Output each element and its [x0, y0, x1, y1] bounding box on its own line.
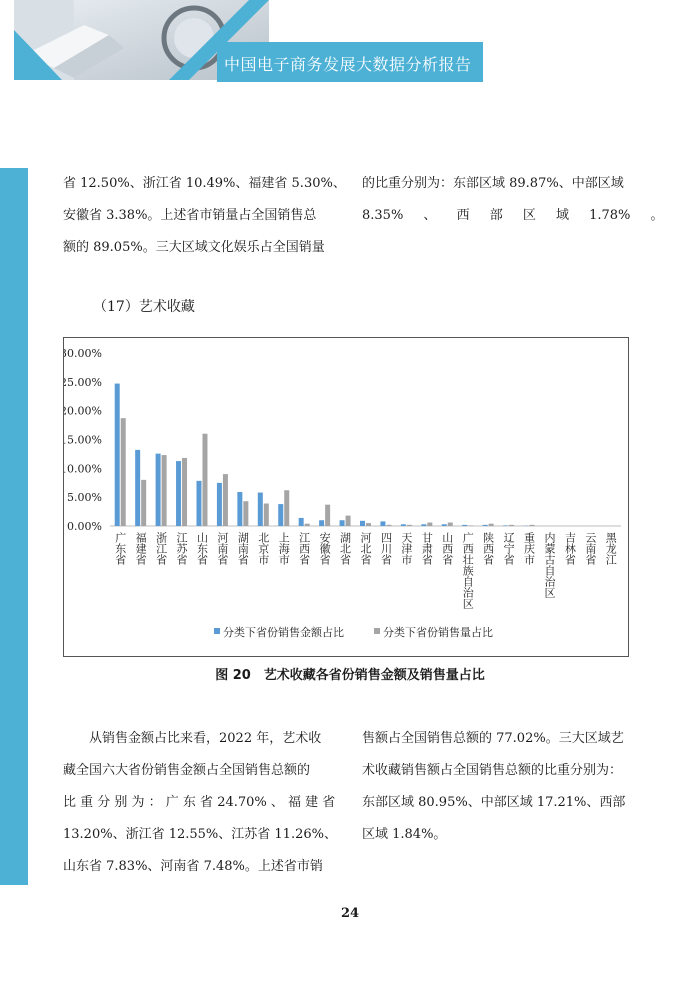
bar-sales-amount: [319, 520, 324, 526]
legend-swatch: [374, 628, 380, 634]
x-category-label: 江西省: [297, 532, 311, 565]
x-category-label: 山东省: [195, 532, 209, 565]
x-category-label: 吉林省: [563, 532, 577, 565]
bar-sales-volume: [243, 501, 248, 526]
text-line: 的比重分别为：东部区域 89.87%、中部区域: [362, 176, 624, 191]
header-title: 中国电子商务发展大数据分析报告: [224, 55, 472, 74]
bar-sales-volume: [305, 524, 310, 526]
bar-sales-amount: [340, 520, 345, 526]
section-title: （17）艺术收藏: [93, 299, 195, 315]
bar-sales-volume: [162, 455, 167, 526]
bar-sales-amount: [483, 525, 488, 526]
bar-sales-amount: [380, 521, 385, 526]
y-tick-label: 30.00%: [64, 347, 102, 360]
text-line: 13.20%、浙江省 12.55%、江苏省 11.26%、: [63, 827, 337, 842]
text-line: 从销售金额占比来看，2022 年，艺术收: [89, 731, 322, 746]
legend-label: 分类下省份销售金额占比: [223, 626, 344, 639]
bar-sales-amount: [115, 384, 120, 526]
bar-sales-amount: [176, 461, 181, 526]
text-line: 东部区域 80.95%、中部区域 17.21%、西部: [362, 795, 626, 810]
bar-sales-volume: [182, 458, 187, 526]
chart-container: [63, 337, 629, 657]
x-category-label: 四川省: [379, 532, 393, 565]
bar-sales-volume: [407, 525, 412, 526]
y-tick-label: 15.00%: [64, 433, 102, 447]
x-category-label: 浙江省: [154, 532, 168, 565]
y-tick-label: 25.00%: [64, 375, 102, 389]
top-left-paragraph: [63, 168, 346, 264]
x-category-label: 陕西省: [481, 532, 495, 565]
x-category-label: 云南省: [583, 532, 597, 565]
x-category-label: 山西省: [440, 532, 454, 565]
bar-sales-amount: [503, 525, 508, 526]
text-line: 省 12.50%、浙江省 10.49%、福建省 5.30%、: [63, 176, 346, 191]
bar-sales-volume: [264, 504, 269, 526]
bottom-left-paragraph: [63, 723, 335, 883]
bar-chart: [64, 338, 628, 656]
bar-sales-volume: [530, 525, 535, 526]
x-category-label: 河南省: [215, 532, 229, 565]
text-line: 安徽省 3.38%。上述省市销量占全国销售总: [63, 208, 317, 223]
x-category-label: 天津市: [399, 532, 413, 565]
bar-sales-volume: [386, 525, 391, 526]
bar-sales-amount: [278, 504, 283, 526]
x-category-label: 辽宁省: [502, 532, 516, 565]
x-category-label: 湖北省: [338, 532, 352, 565]
x-category-label: 湖南省: [236, 532, 250, 565]
bar-sales-amount: [217, 483, 222, 526]
top-right-paragraph: [362, 168, 664, 232]
text-line: 比 重 分 别 为 ： 广 东 省 24.70% 、 福 建 省: [63, 795, 336, 810]
x-category-label: 黑龙江: [604, 532, 618, 565]
text-line: 8.35% 、 西 部 区 域 1.78% 。: [362, 208, 664, 223]
bar-sales-volume: [346, 516, 351, 526]
y-tick-label: 0.00%: [67, 520, 102, 533]
legend-swatch: [214, 628, 220, 634]
side-accent-bar: [0, 168, 28, 885]
x-category-label: 重庆市: [522, 532, 536, 565]
y-tick-label: 5.00%: [67, 491, 102, 505]
text-line: 售额占全国销售总额的 77.02%。三大区域艺: [362, 731, 624, 746]
bar-sales-amount: [421, 524, 426, 526]
text-line: 术收藏销售额占全国销售总额的比重分别为：: [362, 763, 623, 778]
bar-sales-volume: [366, 523, 371, 526]
bar-sales-volume: [141, 480, 146, 526]
figure-caption: 图 20 艺术收藏各省份销售金额及销售量占比: [215, 668, 485, 683]
bar-sales-volume: [202, 434, 207, 526]
bar-sales-amount: [401, 524, 406, 526]
x-category-label: 上海市: [277, 532, 291, 565]
x-category-label: 广东省: [113, 532, 127, 565]
page-number: 24: [340, 906, 360, 921]
y-tick-label: 20.00%: [64, 404, 102, 418]
x-category-label: 广西壮族自治区: [461, 532, 475, 609]
bar-sales-volume: [489, 524, 494, 526]
bottom-right-paragraph: [362, 723, 637, 851]
text-line: 区域 1.84%。: [362, 827, 447, 842]
x-category-label: 福建省: [134, 532, 148, 565]
bar-sales-amount: [258, 493, 263, 526]
x-category-label: 内蒙古自治区: [542, 532, 556, 598]
bar-sales-amount: [360, 521, 365, 526]
bar-sales-volume: [284, 490, 289, 526]
bar-sales-amount: [299, 518, 304, 526]
x-category-label: 河北省: [359, 532, 372, 565]
x-category-label: 江苏省: [175, 532, 189, 565]
bar-sales-volume: [448, 523, 453, 526]
text-line: 藏全国六大省份销售金额占全国销售总额的: [63, 763, 311, 778]
bar-sales-amount: [196, 481, 201, 526]
bar-sales-amount: [442, 524, 447, 526]
y-tick-label: 10.00%: [64, 462, 102, 476]
bar-sales-volume: [427, 523, 432, 526]
bar-sales-volume: [509, 525, 514, 526]
bar-sales-volume: [468, 525, 473, 526]
x-category-label: 北京市: [256, 532, 270, 565]
bar-sales-volume: [325, 505, 330, 526]
bar-sales-amount: [156, 454, 161, 526]
bar-sales-amount: [462, 525, 467, 526]
bar-sales-amount: [135, 450, 140, 526]
bar-sales-volume: [223, 474, 228, 526]
x-category-label: 安徽省: [318, 532, 332, 565]
x-category-label: 甘肃省: [420, 532, 434, 565]
text-line: 山东省 7.83%、河南省 7.48%。上述省市销: [63, 859, 323, 874]
legend-label: 分类下省份销售量占比: [383, 626, 493, 639]
bar-sales-amount: [237, 492, 242, 526]
bar-sales-volume: [121, 418, 126, 526]
text-line: 额的 89.05%。三大区域文化娱乐占全国销量: [63, 240, 325, 255]
